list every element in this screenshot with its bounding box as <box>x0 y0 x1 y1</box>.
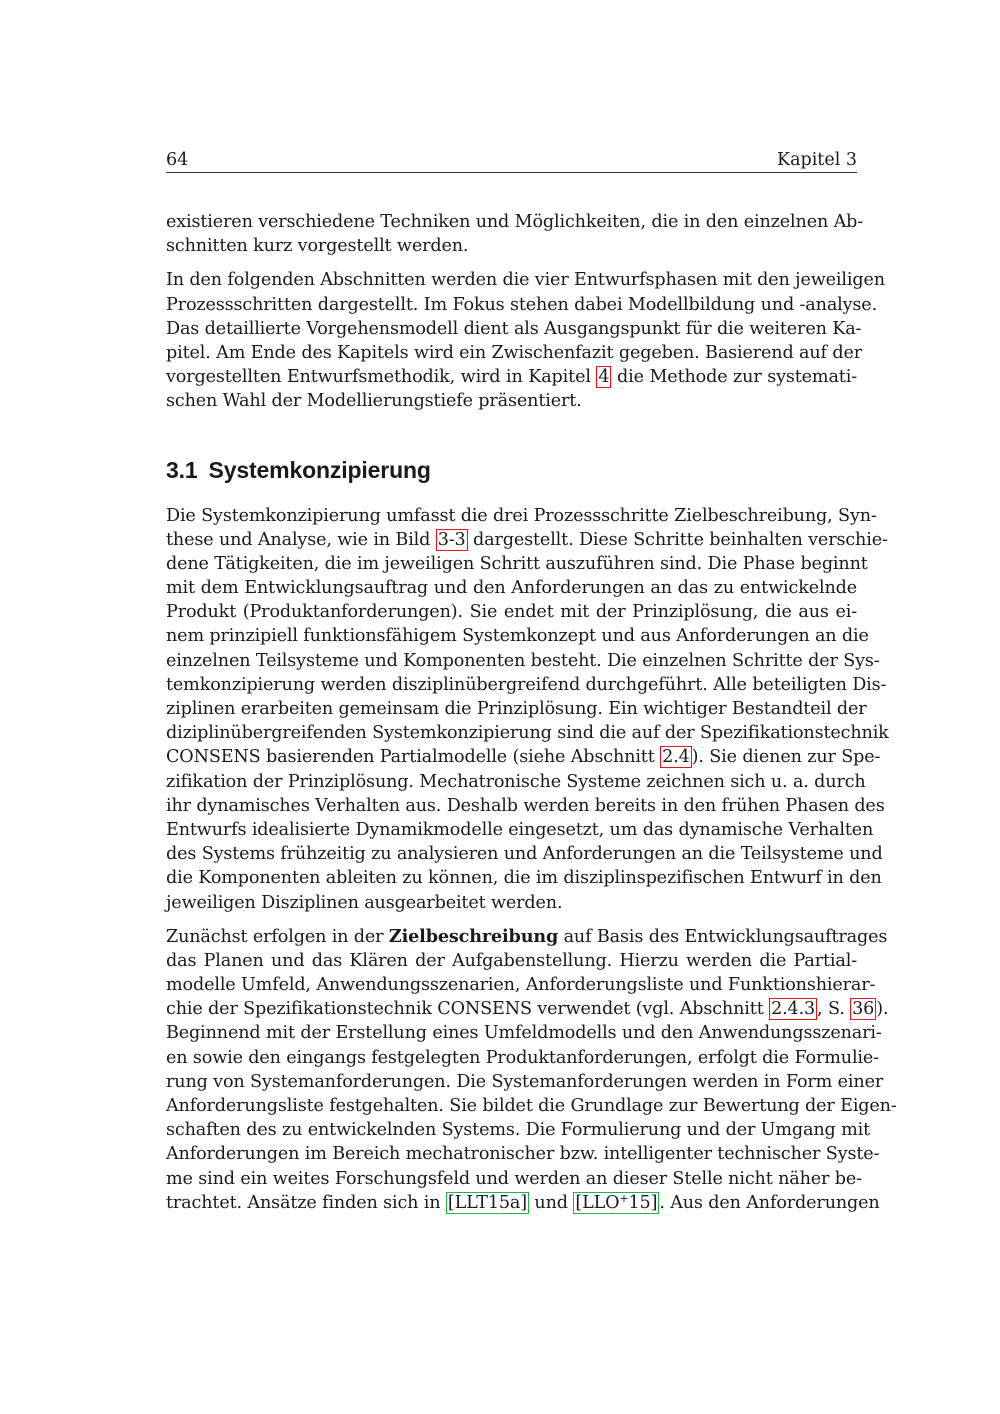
figure-link[interactable]: 3-3 <box>437 529 466 550</box>
page-number: 64 <box>166 150 189 170</box>
running-header <box>166 148 857 173</box>
section-heading <box>166 456 857 484</box>
text-fragment: dargestellt. Diese Schritte beinhalten verschie- <box>467 529 888 550</box>
text-line <box>166 745 881 769</box>
page-link[interactable]: 36 <box>852 999 875 1020</box>
text-line: Anforderungsliste festgehalten. Sie bildet die Grundlage zur Bewertung der Eigen- <box>166 1096 897 1116</box>
text-line: nem prinzipiell funktionsfähigem Systemkonzept und aus Anforderungen an die <box>166 626 869 647</box>
text-fragment: ). Sie dienen zur Spe- <box>691 747 881 768</box>
text-fragment: chie der Spezifikationstechnik CONSENS verwendet (vgl. Abschnitt <box>166 999 770 1020</box>
text-line <box>166 997 889 1021</box>
text-line: existieren verschiedene Techniken und Möglichkeiten, die in den einzelnen Ab- <box>166 212 864 232</box>
text-line: jeweiligen Disziplinen ausgearbeitet werden. <box>166 892 563 913</box>
paragraph <box>166 925 897 1215</box>
text-line: temkonzipierung werden disziplinübergreifend durchgeführt. Alle beteiligten Dis- <box>166 674 887 695</box>
text-line: modelle Umfeld, Anwendungsszenarien, Anforderungsliste und Funktionshierar- <box>166 975 876 996</box>
text-line: schaften des zu entwickelnden Systems. Die Formulierung und der Umgang mit <box>166 1120 871 1141</box>
chapter-link[interactable]: 4 <box>598 367 610 388</box>
citation-link[interactable]: [LLT15a] <box>447 1192 527 1213</box>
bold-term: Zielbeschreibung <box>388 925 559 947</box>
text-line: zifikation der Prinziplösung. Mechatronische Systeme zeichnen sich u. a. durch <box>166 771 866 792</box>
text-line: rung von Systemanforderungen. Die Systemanforderungen werden in Form einer <box>166 1071 884 1092</box>
text-line: des Systems frühzeitig zu analysieren und Anforderungen an die Teilsysteme und <box>166 844 883 865</box>
paragraph <box>166 210 864 258</box>
text-line <box>166 528 888 552</box>
text-fragment: auf Basis des Entwicklungsauftrages <box>558 926 888 947</box>
text-fragment: these und Analyse, wie in Bild <box>166 529 436 550</box>
text-fragment: , S. <box>817 999 851 1020</box>
text-line: Die Systemkonzipierung umfasst die drei Prozessschritte Zielbeschreibung, Syn- <box>166 505 877 526</box>
text-fragment: vorgestellten Entwurfsmethodik, wird in Kapitel <box>166 367 597 388</box>
text-line: die Komponenten ableiten zu können, die im disziplinspezifischen Entwurf in den <box>166 868 882 889</box>
text-line <box>166 1191 880 1215</box>
text-line: Entwurfs idealisierte Dynamikmodelle eingesetzt, um das dynamische Verhalten <box>166 819 874 840</box>
text-line: dene Tätigkeiten, die im jeweiligen Schritt auszuführen sind. Die Phase beginnt <box>166 553 868 574</box>
body-text <box>166 210 897 1215</box>
text-line: en sowie den eingangs festgelegten Produktanforderungen, erfolgt die Formulie- <box>166 1047 879 1068</box>
text-line: me sind ein weites Forschungsfeld und werden an dieser Stelle nicht näher be- <box>166 1168 862 1189</box>
text-line: Beginnend mit der Erstellung eines Umfeldmodells und den Anwendungsszenari- <box>166 1023 882 1044</box>
text-line: Prozessschritten dargestellt. Im Fokus stehen dabei Modellbildung und -analyse. <box>166 294 878 315</box>
section-number: 3.1 <box>166 456 198 483</box>
text-line: diziplinübergreifenden Systemkonzipierung sind die auf der Spezifikationstechnik <box>166 723 889 744</box>
text-line: Produkt (Produktanforderungen). Sie endet mit der Prinziplösung, die aus ei- <box>166 602 857 623</box>
text-line: pitel. Am Ende des Kapitels wird ein Zwischenfazit gegeben. Basierend auf der <box>166 342 862 363</box>
chapter-label: Kapitel 3 <box>777 150 857 170</box>
section-title: Systemkonzipierung <box>208 456 431 483</box>
citation-link[interactable] <box>573 1192 659 1214</box>
citation-text: [LLO <box>575 1192 620 1213</box>
text-fragment: Zunächst erfolgen in der <box>166 926 389 947</box>
text-line: ziplinen erarbeiten gemeinsam die Prinziplösung. Ein wichtiger Bestandteil der <box>166 699 867 719</box>
text-fragment: trachtet. Ansätze finden sich in <box>166 1192 446 1213</box>
citation-text: 15] <box>628 1192 658 1213</box>
text-line: schen Wahl der Modellierungstiefe präsentiert. <box>166 391 582 412</box>
section-link[interactable]: 2.4 <box>662 747 690 768</box>
text-line: ihr dynamisches Verhalten aus. Deshalb werden bereits in den frühen Phasen des <box>166 795 885 816</box>
text-fragment: ). <box>876 999 889 1020</box>
text-line: schnitten kurz vorgestellt werden. <box>166 236 469 257</box>
text-fragment: . Aus den Anforderungen <box>659 1192 880 1213</box>
text-line: Anforderungen im Bereich mechatronischer bzw. intelligenter technischer Syste- <box>166 1144 880 1165</box>
text-line: einzelnen Teilsysteme und Komponenten besteht. Die einzelnen Schritte der Sys- <box>166 650 880 671</box>
text-line: mit dem Entwicklungsauftrag und den Anforderungen an das zu entwickelnde <box>166 578 857 599</box>
paragraph <box>166 268 885 413</box>
text-line: In den folgenden Abschnitten werden die vier Entwurfsphasen mit den jeweiligen <box>166 270 885 291</box>
text-line: Das detaillierte Vorgehensmodell dient als Ausgangspunkt für die weiteren Ka- <box>166 318 862 339</box>
text-fragment: die Methode zur systemati- <box>611 367 857 388</box>
section-link[interactable]: 2.4.3 <box>771 999 816 1020</box>
citation-superscript: + <box>619 1191 629 1205</box>
text-line: das Planen und das Klären der Aufgabenstellung. Hierzu werden die Partial- <box>166 950 857 971</box>
text-line <box>166 365 857 389</box>
paragraph <box>166 504 889 915</box>
text-fragment: CONSENS basierenden Partialmodelle (siehe Abschnitt <box>166 747 661 768</box>
text-line <box>166 925 888 949</box>
text-fragment: und <box>528 1192 574 1213</box>
